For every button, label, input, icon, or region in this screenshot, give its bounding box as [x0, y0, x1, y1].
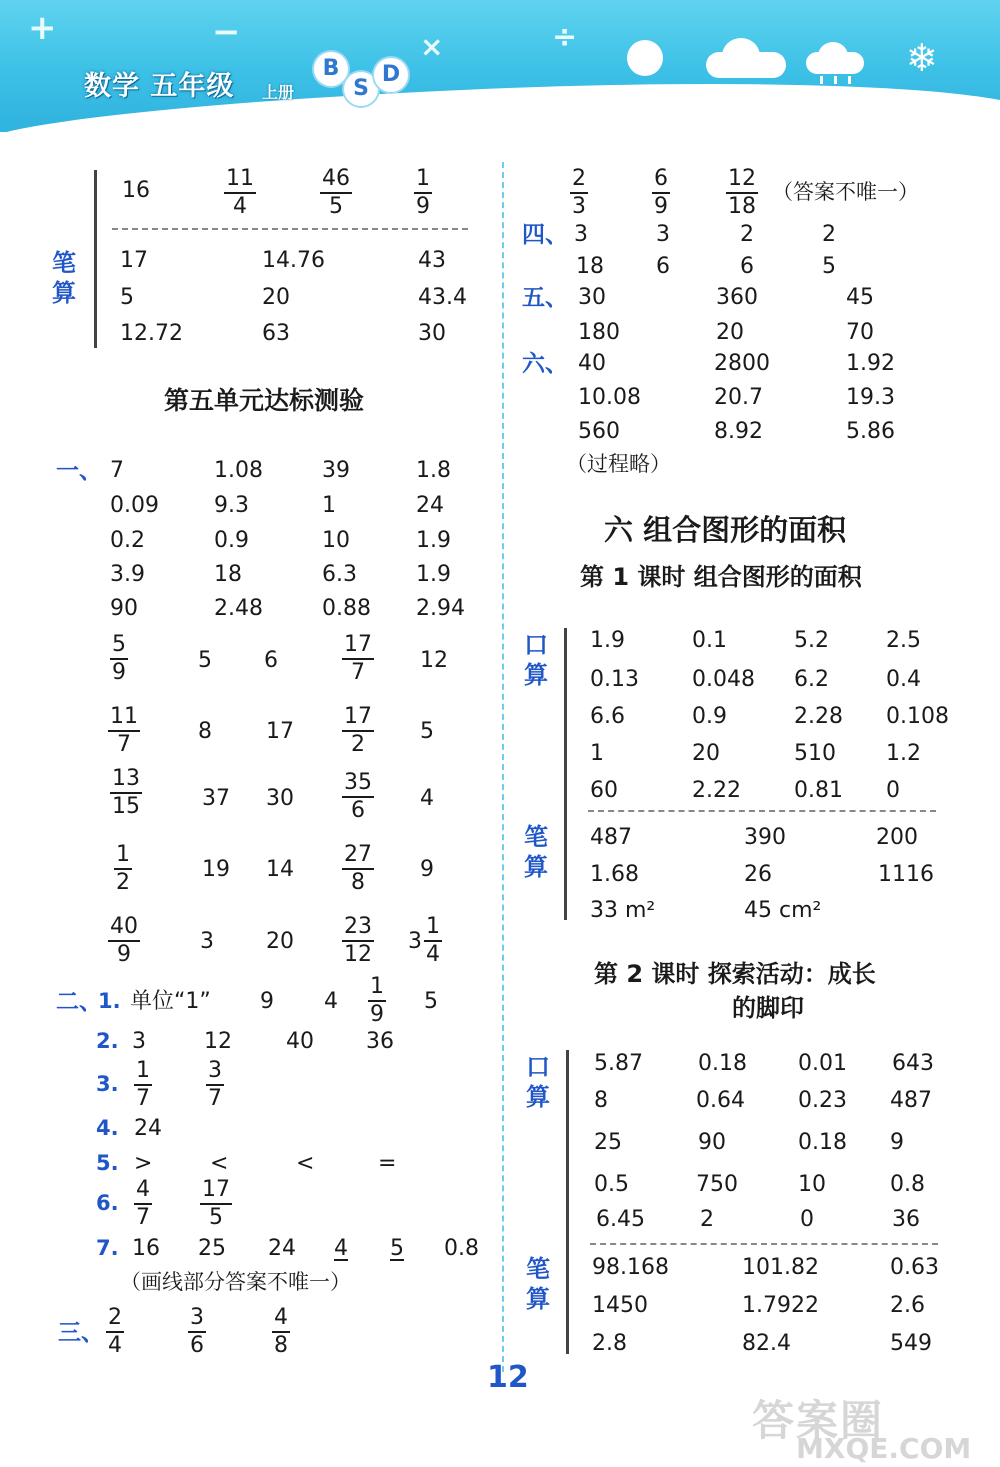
section-label-san: 三、: [58, 1320, 104, 1346]
answer-value: >: [134, 1151, 153, 1176]
answer-value: 5: [424, 989, 438, 1014]
answer-value: 5: [120, 285, 134, 310]
answer-value: 1450: [592, 1293, 648, 1318]
answer-value: 3: [574, 222, 588, 247]
answer-value: 82.4: [742, 1331, 791, 1356]
answer-value: 5: [822, 254, 836, 279]
answer-value: 10.08: [578, 385, 641, 410]
answer-value: 19: [202, 857, 230, 882]
answer-value: 2.6: [890, 1293, 925, 1318]
badge-b: B: [314, 52, 348, 86]
answer-value: 1116: [878, 862, 934, 887]
answer-note: （画线部分答案不唯一）: [120, 1270, 351, 1294]
fraction: $\frac{1}{9}$: [416, 166, 430, 219]
answer-value: 1.7922: [742, 1293, 819, 1318]
fraction: $\frac{4}{8}$: [274, 1305, 288, 1358]
answer-value: 18: [576, 254, 604, 279]
answer-value: 24: [268, 1236, 296, 1261]
fraction: $\frac{17}{2}$: [344, 704, 372, 757]
bar-line: [566, 1050, 569, 1354]
answer-value: 2.8: [592, 1331, 627, 1356]
item-number: 1.: [98, 989, 121, 1013]
answer-value: 20: [266, 929, 294, 954]
answer-value: 390: [744, 825, 786, 850]
answer-value: 2.48: [214, 596, 263, 621]
answer-value: 180: [578, 320, 620, 345]
fraction: $\frac{2}{4}$: [108, 1305, 122, 1358]
dashed-divider: [590, 1243, 938, 1245]
answer-value: 0.01: [798, 1051, 847, 1076]
answer-value: 6.6: [590, 704, 625, 729]
fraction: $\frac{11}{4}$: [226, 166, 254, 219]
answer-value: 6.2: [794, 667, 829, 692]
answer-value: 0.13: [590, 667, 639, 692]
answer-value: 0: [886, 778, 900, 803]
answer-value: 0.88: [322, 596, 371, 621]
answer-value: 43.4: [418, 285, 467, 310]
answer-value: 63: [262, 321, 290, 346]
sun-icon: [627, 40, 663, 76]
item-number: 2.: [96, 1029, 119, 1053]
watermark-logo: 答案圈: [752, 1396, 885, 1445]
fraction: $\frac{12}{18}$: [728, 166, 756, 219]
answer-value: 24: [134, 1116, 162, 1141]
answer-value: 37: [202, 786, 230, 811]
answer-value: 0.63: [890, 1255, 939, 1280]
answer-value: 0: [800, 1207, 814, 1232]
answer-value: 6: [656, 254, 670, 279]
answer-value: 0.18: [798, 1130, 847, 1155]
answer-value: 1.68: [590, 862, 639, 887]
fraction: $\frac{1}{9}$: [370, 974, 384, 1027]
answer-value: 25: [198, 1236, 226, 1261]
answer-value: 9: [890, 1130, 904, 1155]
item-number: 5.: [96, 1151, 119, 1175]
fraction: $\frac{17}{5}$: [202, 1177, 230, 1230]
answer-value: 750: [696, 1172, 738, 1197]
answer-value: 30: [266, 786, 294, 811]
fraction: $\frac{40}{9}$: [110, 914, 138, 967]
answer-value: 20.7: [714, 385, 763, 410]
snowflake-icon: ❄: [906, 36, 938, 80]
times-icon: ×: [420, 30, 444, 63]
answer-value: <: [296, 1151, 315, 1176]
answer-value: 14: [266, 857, 294, 882]
answer-value: 20: [692, 741, 720, 766]
badge-s: S: [344, 72, 378, 106]
answer-value: 9: [260, 989, 274, 1014]
answer-value: 0.5: [594, 1172, 629, 1197]
answer-value: 3: [200, 929, 214, 954]
badge-d: D: [374, 58, 408, 92]
answer-value: 3: [132, 1029, 146, 1054]
answer-value: <: [210, 1151, 229, 1176]
answer-value: 70: [846, 320, 874, 345]
answer-value: 5: [420, 719, 434, 744]
answer-value: 40: [286, 1029, 314, 1054]
answer-note: （答案不唯一）: [772, 180, 919, 204]
plus-icon: +: [28, 8, 57, 48]
answer-value: 643: [892, 1051, 934, 1076]
answer-value: 14.76: [262, 248, 325, 273]
answer-value: 2.5: [886, 628, 921, 653]
answer-value: 12.72: [120, 321, 183, 346]
fraction: $\frac{35}{6}$: [344, 770, 372, 823]
fraction: $\frac{13}{15}$: [112, 766, 140, 819]
answer-value: 10: [322, 528, 350, 553]
answer-value: 2: [822, 222, 836, 247]
answer-value: 9: [420, 857, 434, 882]
fraction: $\frac{3}{6}$: [190, 1305, 204, 1358]
answer-value: 39: [322, 458, 350, 483]
dashed-divider: [112, 228, 468, 230]
answer-value: 200: [876, 825, 918, 850]
answer-value: 0.23: [798, 1088, 847, 1113]
page-number: 12: [487, 1360, 529, 1395]
answer-value: 19.3: [846, 385, 895, 410]
answer-value: 4: [324, 989, 338, 1014]
answer-value: 487: [890, 1088, 932, 1113]
answer-value: 单位“1”: [130, 989, 211, 1014]
answer-value: 30: [578, 285, 606, 310]
fraction: $\frac{1}{7}$: [136, 1058, 150, 1111]
answer-value: 26: [744, 862, 772, 887]
answer-value: 487: [590, 825, 632, 850]
bisuan-label: 笔算: [526, 1255, 550, 1313]
fraction: $\frac{5}{9}$: [112, 632, 126, 685]
fraction: $\frac{11}{7}$: [110, 704, 138, 757]
answer-value: 1.2: [886, 741, 921, 766]
bar-line: [564, 628, 567, 920]
answer-value: 101.82: [742, 1255, 819, 1280]
answer-value: 0.81: [794, 778, 843, 803]
answer-value: 560: [578, 419, 620, 444]
section-label-yi: 一、: [56, 458, 102, 484]
fraction: $\frac{27}{8}$: [344, 842, 372, 895]
answer-value: 6: [740, 254, 754, 279]
answer-value: 0.8: [444, 1236, 479, 1261]
answer-value: 0.64: [696, 1088, 745, 1113]
answer-value: 8: [594, 1088, 608, 1113]
fraction: $\frac{4}{7}$: [136, 1177, 150, 1230]
answer-value: 20: [262, 285, 290, 310]
answer-value: 0.09: [110, 493, 159, 518]
minus-icon: −: [212, 12, 241, 52]
answer-value: 3: [656, 222, 670, 247]
answer-value: 510: [794, 741, 836, 766]
answer-value: 1.9: [416, 562, 451, 587]
divide-icon: ÷: [552, 20, 578, 55]
answer-value: 90: [110, 596, 138, 621]
item-number: 4.: [96, 1116, 119, 1140]
answer-value: 98.168: [592, 1255, 669, 1280]
answer-value: 1: [590, 741, 604, 766]
answer-value: 1.9: [590, 628, 625, 653]
dashed-divider: [588, 810, 936, 812]
answer-value: 3: [408, 929, 422, 954]
answer-value: 33 m²: [590, 898, 656, 923]
section-label-liu: 六、: [522, 351, 568, 377]
bar-line: [94, 170, 97, 348]
answer-value: 17: [266, 719, 294, 744]
kousuan-label: 口算: [524, 631, 548, 689]
answer-value: 2: [700, 1207, 714, 1232]
answer-value: 8.92: [714, 419, 763, 444]
answer-value: 36: [892, 1207, 920, 1232]
answer-value: 0.4: [886, 667, 921, 692]
chapter-title: 六 组合图形的面积: [604, 513, 847, 547]
header-title: 数学 五年级: [84, 71, 235, 102]
rain-cloud-icon: [806, 42, 866, 86]
answer-value: 18: [214, 562, 242, 587]
lesson2-title-cont: 的脚印: [732, 994, 804, 1022]
answer-value: 2.28: [794, 704, 843, 729]
section-label-wu: 五、: [522, 285, 568, 311]
item-number: 6.: [96, 1191, 119, 1215]
answer-value: 5.2: [794, 628, 829, 653]
answer-value: 0.9: [692, 704, 727, 729]
fraction: $\frac{1}{2}$: [116, 842, 130, 895]
answer-value: 0.18: [698, 1051, 747, 1076]
answer-value: 17: [120, 248, 148, 273]
answer-value: 7: [110, 458, 124, 483]
answer-value: 9.3: [214, 493, 249, 518]
watermark-site: MXQE.COM: [796, 1432, 972, 1465]
answer-value: 16: [132, 1236, 160, 1261]
answer-value: 1: [322, 493, 336, 518]
answer-value: 36: [366, 1029, 394, 1054]
underlined-answer: 4: [334, 1236, 348, 1261]
bisuan-label: 笔算: [524, 823, 548, 881]
answer-value: 0.048: [692, 667, 755, 692]
fraction: $\frac{17}{7}$: [344, 632, 372, 685]
answer-value: 1.8: [416, 458, 451, 483]
answer-value: 45 cm²: [744, 898, 822, 923]
lesson1-title: 第 1 课时 组合图形的面积: [580, 563, 862, 591]
answer-value: 10: [798, 1172, 826, 1197]
bisuan-label: 笔算: [52, 249, 76, 307]
fraction: $\frac{6}{9}$: [654, 166, 668, 219]
answer-value: 6: [264, 648, 278, 673]
answer-value: 5.86: [846, 419, 895, 444]
answer-value: 549: [890, 1331, 932, 1356]
answer-value: 43: [418, 248, 446, 273]
answer-value: 6.3: [322, 562, 357, 587]
lesson2-title: 第 2 课时 探索活动：成长: [594, 960, 876, 988]
answer-value: 40: [578, 351, 606, 376]
answer-value: 1.08: [214, 458, 263, 483]
answer-value: 0.2: [110, 528, 145, 553]
item-number: 3.: [96, 1072, 119, 1096]
answer-value: 6.45: [596, 1207, 645, 1232]
answer-value: 0.8: [890, 1172, 925, 1197]
answer-value: 2.94: [416, 596, 465, 621]
answer-value: 20: [716, 320, 744, 345]
answer-value: 360: [716, 285, 758, 310]
answer-value: 25: [594, 1130, 622, 1155]
answer-value: 3.9: [110, 562, 145, 587]
fraction: $\frac{1}{4}$: [426, 914, 440, 967]
answer-value: 2: [740, 222, 754, 247]
answer-value: 0.9: [214, 528, 249, 553]
answer-value: 1.9: [416, 528, 451, 553]
underlined-answer: 5: [390, 1236, 404, 1261]
answer-value: 0.108: [886, 704, 949, 729]
fraction: $\frac{2}{3}$: [572, 166, 586, 219]
kousuan-label: 口算: [526, 1053, 550, 1111]
answer-note: （过程略）: [566, 452, 671, 476]
answer-value: 2800: [714, 351, 770, 376]
answer-value: 24: [416, 493, 444, 518]
header-volume: 上册: [262, 83, 295, 102]
fraction: $\frac{23}{12}$: [344, 914, 372, 967]
section-label-er: 二、: [56, 989, 102, 1015]
answer-value: 90: [698, 1130, 726, 1155]
answer-value: 16: [122, 178, 150, 203]
answer-value: 12: [204, 1029, 232, 1054]
fraction: $\frac{3}{7}$: [208, 1058, 222, 1111]
answer-value: 4: [420, 786, 434, 811]
answer-value: 1.92: [846, 351, 895, 376]
answer-value: 0.1: [692, 628, 727, 653]
answer-value: 12: [420, 648, 448, 673]
unit5-title: 第五单元达标测验: [164, 386, 365, 415]
answer-value: 8: [198, 719, 212, 744]
answer-value: 30: [418, 321, 446, 346]
answer-value: 60: [590, 778, 618, 803]
answer-value: =: [378, 1151, 397, 1176]
fraction: $\frac{46}{5}$: [322, 166, 350, 219]
answer-value: 5: [198, 648, 212, 673]
answer-value: 5.87: [594, 1051, 643, 1076]
item-number: 7.: [96, 1236, 119, 1260]
section-label-si: 四、: [522, 222, 568, 248]
column-divider: [502, 162, 504, 1372]
cloud-icon: [706, 38, 786, 78]
answer-value: 45: [846, 285, 874, 310]
answer-value: 2.22: [692, 778, 741, 803]
